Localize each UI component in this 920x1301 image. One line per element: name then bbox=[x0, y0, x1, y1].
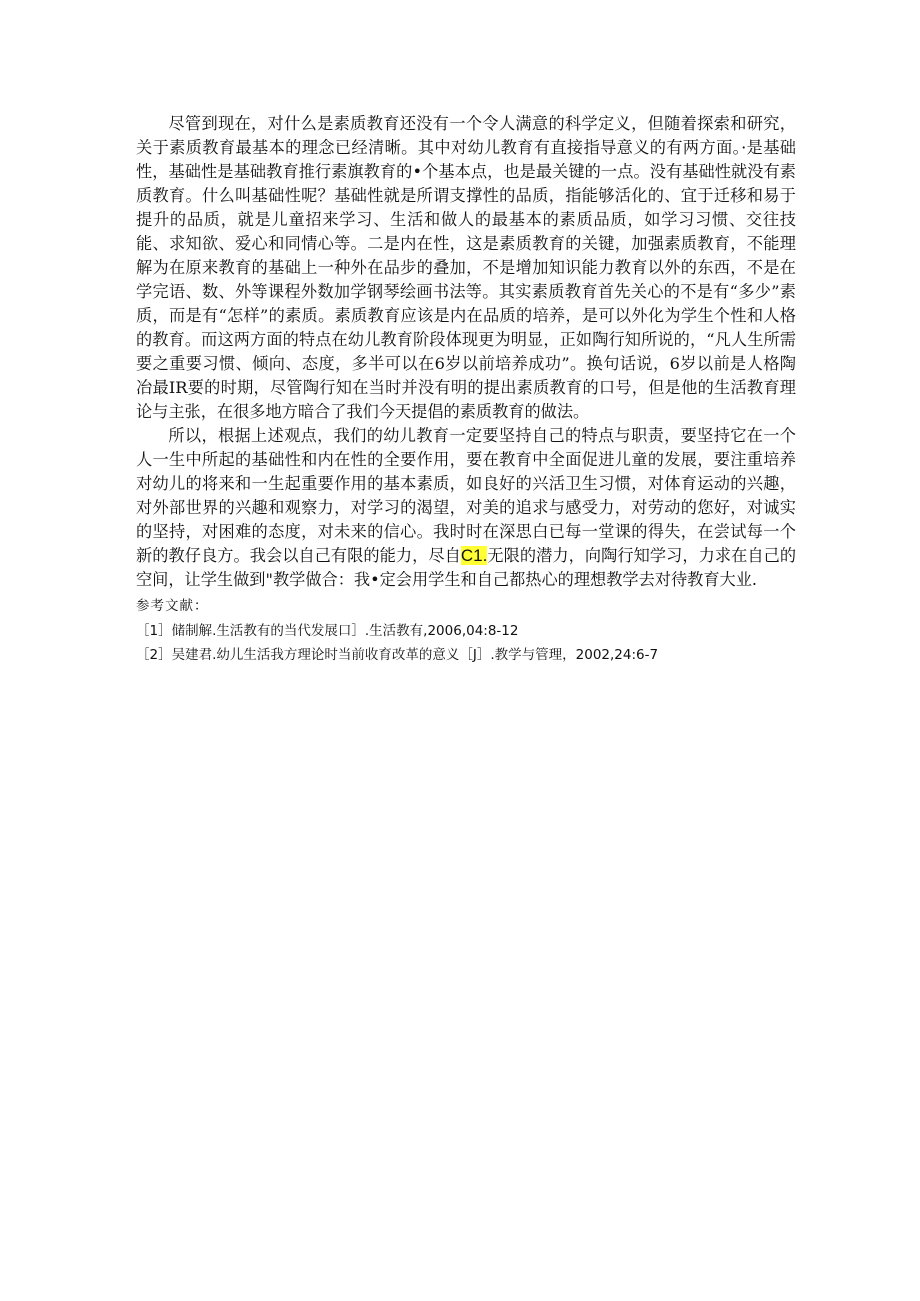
paragraph-2-text-start: 所以，根据上述观点，我们的幼儿教育一定要坚持自己的特点与职责，要坚持它在一个人一生中所起的基础性和内在性的全要作用，要在教育中全面促进儿童的发展，要注重培养对幼儿的将来和一生起重要作用的基本素质，如良好的兴活卫生习惯，对体育运动的兴趣，对外部世界的兴趣和观察力，对学习的渴望，对美的追求与感受力，对劳动的您好，对诚实的坚持，对困难的态度，对未来的信心。我时时在深思白已每一堂课的得失，在尝试每一个新的教仔良方。我会以自己有限的能力，尽自 bbox=[136, 426, 796, 565]
paragraph-1: 尽管到现在，对什么是素质教育还没有一个令人满意的科学定义，但随着探索和研究，关于素质教育最基本的理念已经清晰。其中对幼儿教育有直接指导意义的有两方面。·是基础性，基础性是基础教育推行素旗教育的•个基本点，也是最关键的一点。没有基础性就没有素质教育。什么叫基础性呢？基础性就是所谓支撑性的品质，指能够活化的、宜于迁移和易于提升的品质，就是儿童招来学习、生活和做人的最基本的素质品质，如学习习惯、交往技能、求知欲、爱心和同情心等。二是内在性，这是素质教育的关键，加强素质教育，不能理解为在原来教育的基础上一种外在品步的叠加，不是增加知识能力教育以外的东西，不是在学完语、数、外等课程外数加学钢琴绘画书法等。其实素质教育首先关心的不是有“多少”素质，而是有“怎样”的素质。素质教育应该是内在品质的培养，是可以外化为学生个性和人格的教育。而这两方面的特点在幼儿教育阶段体现更为明显，正如陶行知所说的，“凡人生所需要之重要习惯、倾向、态度，多半可以在6岁以前培养成功”。换句话说，6岁以前是人格陶冶最IR要的时期，尽管陶行知在当时并没有明的提出素质教育的口号，但是他的生活教育理论与主张，在很多地方暗合了我们今天提倡的素质教育的做法。 bbox=[136, 114, 796, 421]
document-body bbox=[136, 112, 796, 664]
highlighted-text: C1. bbox=[460, 546, 488, 565]
paragraph-2-text-end: 无限的潜力，向陶行知学习，力求在自己的空间，让学生做到"教学做合：我•定会用学生和自己都热心的理想教学去对待教育大业. bbox=[136, 546, 797, 589]
reference-item-2: ［2］吴建君.幼儿生活我方理论时当前收育改革的意义［J］.教学与管理，2002,24:6-7 bbox=[136, 647, 659, 663]
reference-item-1: ［1］储制解.生活教有的当代发展口］.生活教有,2006,04:8-12 bbox=[136, 623, 519, 639]
references-heading: 参考文献： bbox=[136, 598, 209, 614]
paragraph-2 bbox=[136, 424, 796, 592]
